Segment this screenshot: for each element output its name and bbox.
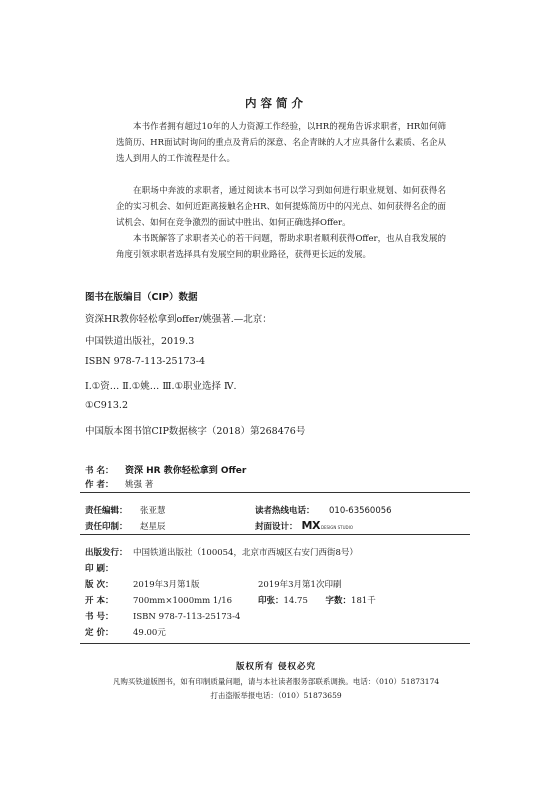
responsible-print-label: 责任印制： <box>85 522 128 532</box>
publisher-row <box>85 546 358 558</box>
divider-2 <box>80 534 470 535</box>
cip-line-6: 中国版本图书馆CIP数据核字（2018）第268476号 <box>85 426 306 437</box>
copyright-notice: 版权所有 侵权必究 <box>236 662 316 672</box>
cover-design-label: 封面设计： <box>255 522 298 532</box>
summary-paragraph-2: 在职场中奔波的求职者，通过阅读本书可以学习到如何进行职业规划、如何获得名企的实习机会、如何近距离接触名企HR、如何提炼简历中的闪光点、如何获得名企的面试机会、如何在竞争激烈的面试中胜出、如何正确选择Offer。 <box>116 186 446 228</box>
isbn-value: ISBN 978-7-113-25173-4 <box>133 612 241 622</box>
printing-row <box>85 562 133 574</box>
book-author-label: 作 者： <box>85 480 114 490</box>
piracy-hotline: 打击盗版举报电话：（010）51873659 <box>210 691 342 700</box>
book-author-value: 姚强 著 <box>125 480 154 490</box>
book-name-label: 书 名： <box>85 466 114 476</box>
edition-label: 版 次： <box>85 580 114 590</box>
isbn-row <box>85 610 240 622</box>
print-cover-row <box>85 519 353 532</box>
cover-design-logo: MX <box>301 519 320 532</box>
format-label: 开 本： <box>85 596 114 606</box>
isbn-label: 书 号： <box>85 612 114 622</box>
format-row <box>85 594 376 606</box>
divider-1 <box>80 492 470 493</box>
cip-line-4: Ⅰ.①资… Ⅱ.①姚… Ⅲ.①职业选择 Ⅳ. <box>85 381 237 392</box>
book-name-value: 资深 HR 教你轻松拿到 Offer <box>125 466 247 476</box>
price-label: 定 价： <box>85 628 114 638</box>
impression-value: 2019年3月第1次印刷 <box>258 580 342 590</box>
cip-line-1: 资深HR教你轻松拿到offer/姚强著.—北京： <box>85 314 272 325</box>
words-value: 181千 <box>351 596 376 606</box>
summary-paragraph-3: 本书既解答了求职者关心的若干问题，帮助求职者顺利获得Offer，也从自我发展的角度引领求职者选择具有发展空间的职业路径，获得更长远的发展。 <box>116 234 446 260</box>
price-row <box>85 626 166 638</box>
words-label: 字数： <box>325 596 352 606</box>
cip-heading: 图书在版编目（CIP）数据 <box>85 292 198 303</box>
printing-label: 印 刷： <box>85 564 114 574</box>
format-value: 700mm×1000mm 1/16 <box>133 596 233 606</box>
publisher-label: 出版发行： <box>85 548 128 558</box>
edition-row <box>85 578 341 590</box>
editor-value: 张亚慧 <box>140 506 166 516</box>
hotline-value: 010-63560056 <box>329 506 392 516</box>
responsible-print-value: 赵星辰 <box>140 522 166 532</box>
quality-notice: 凡购买铁道版图书，如有印制质量问题，请与本社读者服务部联系调换。电话：（010）51873174 <box>112 677 440 686</box>
book-author-row <box>85 478 153 490</box>
editor-label: 责任编辑： <box>85 506 128 516</box>
summary-paragraph-1: 本书作者拥有超过10年的人力资源工作经验，以HR的视角告诉求职者，HR如何筛选简历、HR面试时询问的重点及背后的深意、名企青睐的人才应具备什么素质、名企从选人到用人的工作流程是什么。 <box>116 122 446 164</box>
summary-title: 内容简介 <box>245 96 307 110</box>
cip-line-5: ①C913.2 <box>85 400 128 411</box>
price-value: 49.00元 <box>133 628 166 638</box>
edition-value: 2019年3月第1版 <box>133 580 200 590</box>
cover-design-logo-sub: DESIGN STUDIO <box>320 525 353 530</box>
cip-line-3: ISBN 978-7-113-25173-4 <box>85 356 205 367</box>
editor-row <box>85 504 392 516</box>
sheets-label: 印张： <box>258 596 284 606</box>
publisher-value: 中国铁道出版社（100054，北京市西城区右安门西街8号） <box>133 548 358 558</box>
sheets-value: 14.75 <box>283 596 308 606</box>
divider-3 <box>80 643 470 644</box>
book-name-row <box>85 463 246 476</box>
hotline-label: 读者热线电话： <box>255 506 315 516</box>
cip-line-2: 中国铁道出版社，2019.3 <box>85 336 195 347</box>
